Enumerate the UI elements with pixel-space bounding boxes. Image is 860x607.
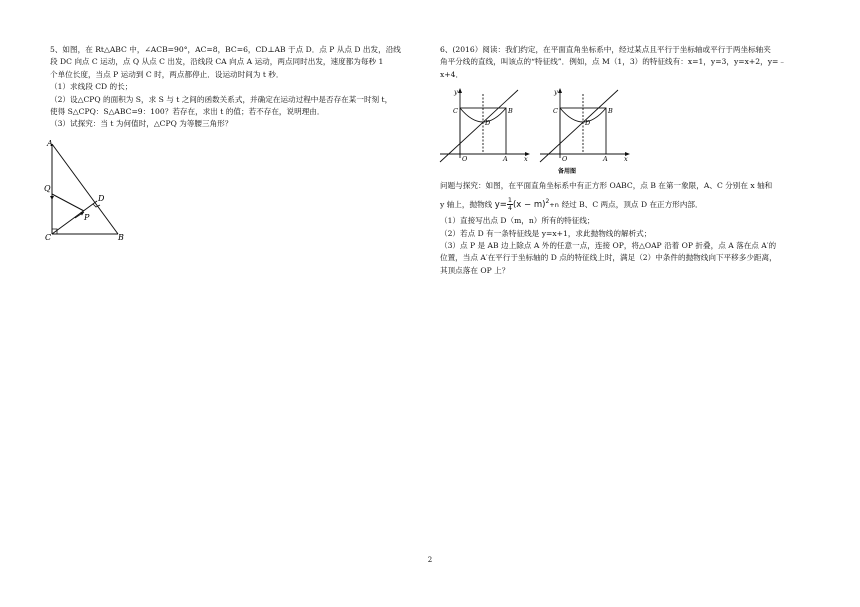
- problem6-explore-line2: [440, 196, 824, 212]
- problem5-text-line3: 个单位长度，当点 P 运动到 C 时，两点都停止．设运动时间为 t 秒．: [50, 69, 284, 79]
- problem6-intro-line2: 角平分线的直线，叫该点的“特征线”．例如，点 M（1，3）的特征线有：x=1，y=3，y=x+2，y=﹣: [440, 57, 786, 67]
- fig1-label-d: D: [485, 119, 491, 127]
- problem5-question-1: （1）求线段 CD 的长；: [50, 82, 133, 92]
- problem5-question-2b: 使得 S△CPQ：S△ABC=9：100？若存在，求出 t 的值；若不存在，说明理由．: [50, 107, 325, 117]
- fig1-label-y: y: [454, 88, 458, 96]
- problem6-figure-1: [436, 86, 532, 166]
- problem5-text-line1: 5、如图，在 Rt△ABC 中，∠ACB=90°，AC=8，BC=6，CD⊥AB 于点 D．点 P 从点 D 出发，沿线: [50, 45, 401, 54]
- y-axis-arrow: [458, 88, 462, 93]
- problem6-question-2: （2）若点 D 有一条特征线是 y=x+1，求此抛物线的解析式；: [440, 228, 652, 238]
- problem5-question-3: （3）试探究：当 t 为何值时，△CPQ 为等腰三角形？: [50, 119, 233, 129]
- problem5-question-2a: （2）设△CPQ 的面积为 S，求 S 与 t 之间的函数关系式，并确定在运动过程中是否存在某一时刻 t，: [50, 94, 393, 104]
- page-number: 2: [427, 556, 433, 564]
- formula-numerator: 1: [507, 196, 512, 205]
- fig1-label-x: x: [524, 155, 528, 163]
- fig2-label-b: B: [608, 107, 613, 115]
- formula-body: (x − m): [512, 200, 546, 211]
- y-axis-arrow-2: [558, 88, 562, 93]
- problem6-intro-line1: 6、(2016）阅读：我们约定，在平面直角坐标系中，经过某点且平行于坐标轴或平行于两坐标轴夹: [440, 45, 771, 54]
- fig2-label-c: C: [553, 107, 558, 115]
- problem6-question-3a: （3）点 P 是 AB 边上除点 A 外的任意一点，连接 OP，将△OAP 沿着 OP 折叠，点 A 落在点 A′的: [440, 241, 777, 251]
- problem6-explore: [440, 180, 824, 277]
- explore-line2-pre: y 轴上，抛物线: [440, 200, 493, 210]
- figure2-caption: 备用图: [558, 168, 577, 175]
- fig1-label-a: A: [503, 155, 508, 163]
- problem6-question-1: （1）直接写出点 D（m，n）所有的特征线；: [440, 216, 595, 226]
- fig1-label-o: O: [462, 155, 468, 163]
- problem6-explore-line1: 问题与探究：如图，在平面直角坐标系中有正方形 OABC，点 B 在第一象限，A、C 分别在 x 轴和: [440, 181, 773, 190]
- fig2-label-d: D: [585, 119, 591, 127]
- segment-qp: [52, 194, 84, 211]
- fig2-label-x: x: [624, 155, 628, 163]
- label-d: D: [98, 194, 105, 203]
- problem5-text-line2: 段 DC 向点 C 运动，点 Q 从点 C 出发，沿线段 CA 向点 A 运动，两点同时出发，速度都为每秒 1: [50, 57, 384, 67]
- fig1-label-c: C: [453, 107, 458, 115]
- label-a: A: [47, 139, 53, 148]
- problem-5: [50, 44, 422, 131]
- fig2-label-o: O: [562, 155, 568, 163]
- fig1-label-b: B: [508, 107, 513, 115]
- label-q: Q: [44, 184, 51, 193]
- problem6-question-3c: 其顶点落在 OP 上？: [440, 265, 510, 275]
- label-b: B: [118, 233, 124, 242]
- problem5-figure: [40, 138, 140, 243]
- formula-exponent: 2: [545, 198, 550, 206]
- label-c: C: [45, 233, 52, 242]
- problem6-intro-line3: x+4．: [440, 69, 464, 79]
- fig2-label-a: A: [603, 155, 608, 163]
- explore-line2-post: 经过 B、C 两点，顶点 D 在正方形内部．: [561, 200, 703, 210]
- arrow-q-head: [50, 196, 54, 200]
- fig2-label-y: y: [554, 88, 558, 96]
- parabola-formula: [494, 196, 562, 213]
- formula-y: y=: [494, 200, 507, 211]
- formula-tail: +n: [549, 201, 559, 210]
- problem-6: [440, 44, 824, 81]
- problem6-question-3b: 位置，当点 A′在平行于坐标轴的 D 点的特征线上时，满足（2）中条件的抛物线向下平移多少距离，: [440, 253, 777, 263]
- formula-denominator: 4: [507, 204, 512, 213]
- problem6-figure-2: [536, 86, 632, 178]
- label-p: P: [84, 213, 90, 222]
